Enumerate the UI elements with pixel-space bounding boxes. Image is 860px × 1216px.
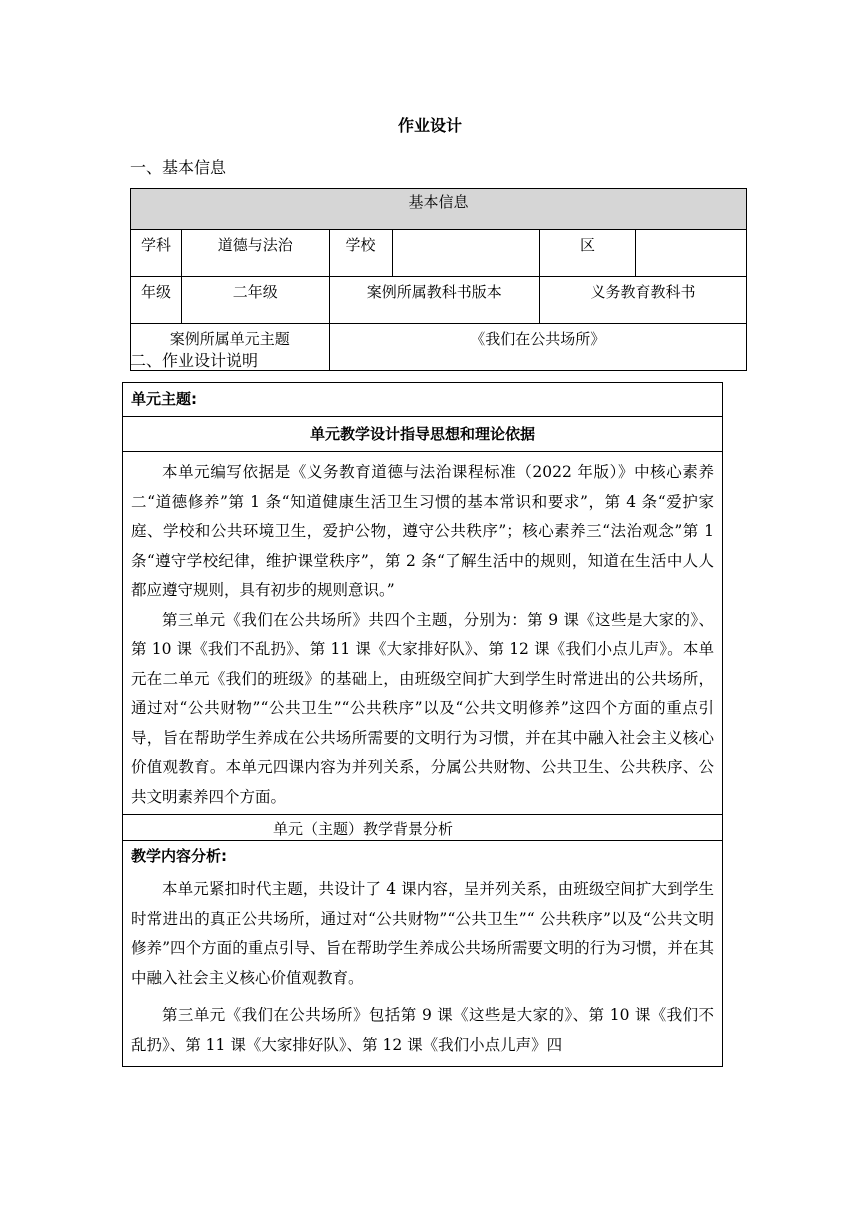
guide-paragraph-2: 第三单元《我们在公共场所》共四个主题，分别为：第 9 课《这些是大家的》、第 10 课《我们不乱扔》、第 11 课《大家排好队》、第 12 课《我们小点儿声》。本单元在二单元《我们的班级》的基础上，由班级空间扩大到学生时常进出的公共场所，通过对“公共财物”“公共卫生”“公共秩序”以及“公共文明修养”这四个方面的重点引导，旨在帮助学生养成在公共场所需要的文明行为习惯，并在其中融入社会主义核心价值观教育。本单元四课内容为并列关系，分属公共财物、公共卫生、公共秩序、公共文明素养四个方面。 (131, 610, 714, 806)
edition-label: 案例所属教科书版本 (329, 277, 539, 324)
district-value (636, 230, 747, 277)
document-title: 作业设计 (397, 116, 462, 135)
section-heading-design: 二、作业设计说明 (130, 351, 259, 370)
content-paragraph-2: 第三单元《我们在公共场所》包括第 9 课《这些是大家的》、第 10 课《我们不乱扔》、第 11 课《大家排好队》、第 12 课《我们小点儿声》四 (131, 1006, 714, 1054)
district-label: 区 (540, 230, 636, 277)
section-heading-basic-info: 一、基本信息 (130, 158, 227, 177)
edition-value: 义务教育教科书 (539, 277, 746, 324)
school-value (392, 230, 539, 277)
unit-theme-label: 案例所属单元主题 (131, 324, 330, 371)
subject-value: 道德与法治 (182, 230, 330, 277)
grade-label: 年级 (131, 277, 182, 324)
background-section-title: 单元（主题）教学背景分析 (123, 815, 723, 841)
grade-value: 二年级 (182, 277, 330, 324)
unit-theme-field-label: 单元主题: (123, 383, 723, 417)
basic-info-header: 基本信息 (131, 189, 747, 230)
unit-theme-value: 《我们在公共场所》 (329, 324, 746, 371)
basic-info-table (130, 188, 747, 371)
content-paragraph-1: 本单元紧扣时代主题，共设计了 4 课内容，呈并列关系，由班级空间扩大到学生时常进出的真正公共场所，通过对“公共财物”“公共卫生”“ 公共秩序”以及“公共文明修养”四个方面的重点引导、旨在帮助学生养成公共场所需要文明的行为习惯，并在其中融入社会主义核心价值观教育。 (131, 880, 714, 987)
school-label: 学校 (329, 230, 392, 277)
content-analysis-label: 教学内容分析: (131, 847, 227, 865)
subject-label: 学科 (131, 230, 182, 277)
guide-paragraph-1: 本单元编写依据是《义务教育道德与法治课程标准（2022 年版）》中核心素养二“道德修养”第 1 条“知道健康生活卫生习惯的基本常识和要求”，第 4 条“爱护家庭、学校和公共环境卫生，爱护公物，遵守公共秩序”；核心素养三“法治观念”第 1 条“遵守学校纪律，维护课堂秩序”，第 2 条“了解生活中的规则，知道在生活中人人都应遵守规则，具有初步的规则意识。” (131, 463, 714, 599)
design-description-table (122, 382, 723, 1067)
guide-section-title: 单元教学设计指导思想和理论依据 (123, 417, 723, 452)
